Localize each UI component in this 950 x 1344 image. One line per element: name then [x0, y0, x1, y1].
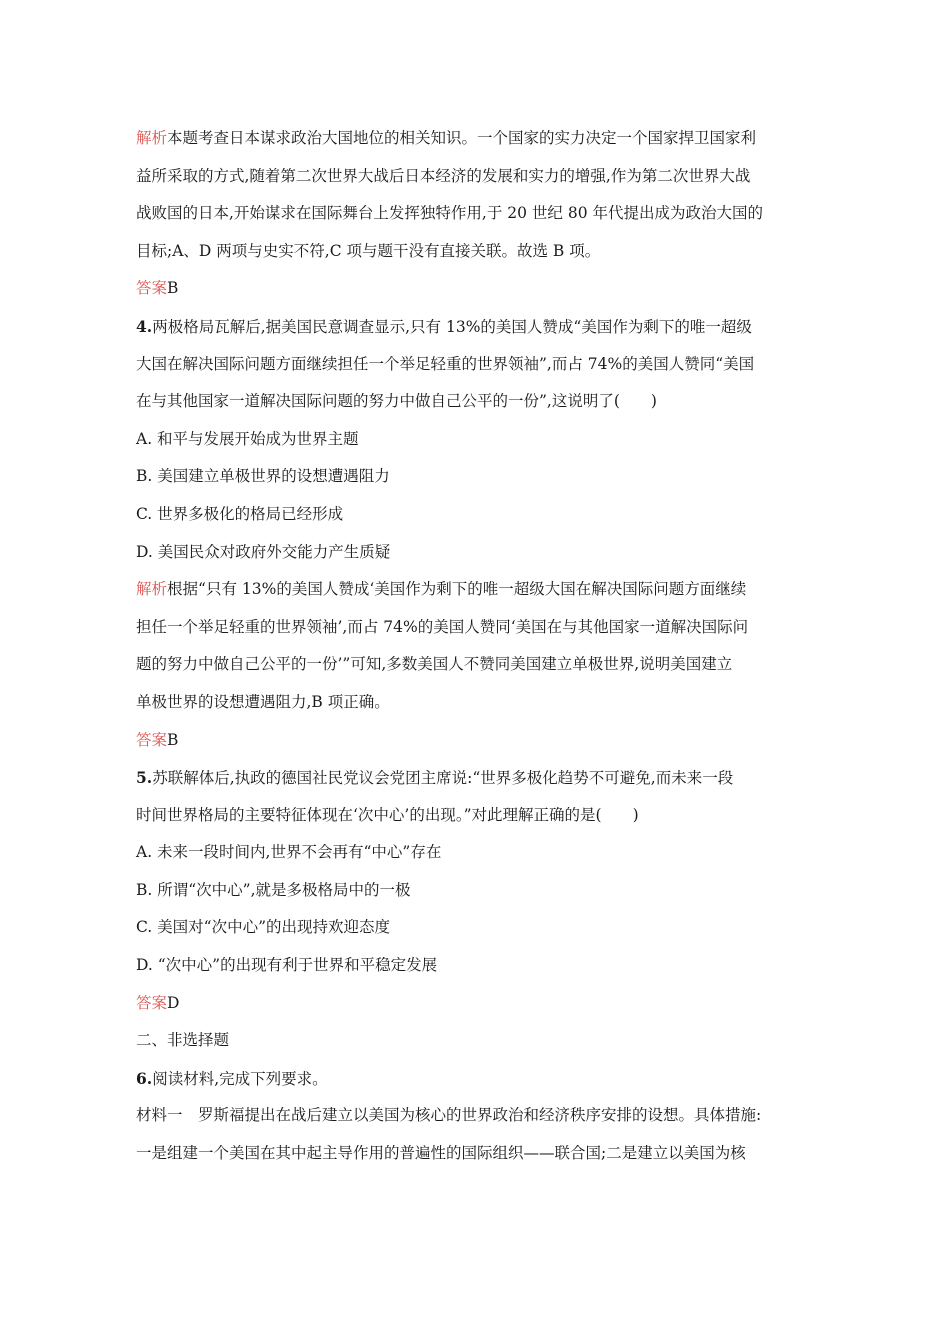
q4-number: 4. — [136, 316, 153, 336]
q3-analysis-line-2: 益所采取的方式,随着第二次世界大战后日本经济的发展和实力的增强,作为第二次世界大战 — [136, 166, 751, 185]
q5-option-c: C. 美国对“次中心”的出现持欢迎态度 — [136, 918, 391, 937]
q6-material-line-1: 材料一 罗斯福提出在战后建立以美国为核心的世界政治和经济秩序安排的设想。具体措施: — [136, 1106, 762, 1125]
q3-answer — [136, 270, 816, 308]
q5-option-a: A. 未来一段时间内,世界不会再有“中心”存在 — [136, 843, 442, 862]
q4-stem-line-3: 在与其他国家一道解决国际问题的努力中做自己公平的一份”,这说明了( ) — [136, 392, 657, 411]
q4-option-c: C. 世界多极化的格局已经形成 — [136, 504, 344, 523]
q5-answer-value: D — [167, 993, 180, 1012]
q6-number: 6. — [136, 1068, 153, 1088]
analysis-label: 解析 — [136, 129, 168, 147]
q4-stem-line-2: 大国在解决国际问题方面继续担任一个举足轻重的世界领袖”,而占 74%的美国人赞同“美国 — [136, 354, 755, 373]
q5-option-b: B. 所谓“次中心”,就是多极格局中的一极 — [136, 880, 411, 899]
q4-option-d: D. 美国民众对政府外交能力产生质疑 — [136, 542, 391, 561]
q5-option-d: D. “次中心”的出现有利于世界和平稳定发展 — [136, 956, 438, 975]
q3-answer-value: B — [167, 279, 179, 298]
answer-label: 答案 — [136, 730, 168, 749]
q4-option-b: B. 美国建立单极世界的设想遭遇阻力 — [136, 467, 390, 486]
answer-label: 答案 — [136, 279, 168, 298]
q4-stem-line-1: 4.两极格局瓦解后,据美国民意调查显示,只有 13%的美国人赞成“美国作为剩下的唯一超级 — [136, 316, 752, 336]
q6-material-line-2: 一是组建一个美国在其中起主导作用的普遍性的国际组织——联合国;二是建立以美国为核 — [136, 1144, 746, 1163]
q4-analysis-line-4: 单极世界的设想遭遇阻力,B 项正确。 — [136, 692, 390, 711]
q5-stem-line-1: 5.苏联解体后,执政的德国社民党议会党团主席说:“世界多极化趋势不可避免,而未来一段 — [136, 768, 734, 788]
section-title: 二、非选择题 — [136, 1031, 230, 1050]
q4-answer-value: B — [167, 730, 179, 749]
q4-analysis-line-1: 解析根据“只有 13%的美国人赞成‘美国作为剩下的唯一超级大国在解决国际问题方面继续 — [136, 580, 747, 599]
analysis-label: 解析 — [136, 580, 168, 599]
q5-answer — [136, 985, 816, 1023]
q5-number: 5. — [136, 768, 153, 788]
q4-analysis-line-3: 题的努力中做自己公平的一份’”可知,多数美国人不赞同美国建立单极世界,说明美国建立 — [136, 655, 733, 674]
answer-label: 答案 — [136, 993, 168, 1012]
q3-analysis-line-1: 解析本题考查日本谋求政治大国地位的相关知识。一个国家的实力决定一个国家捍卫国家利 — [136, 129, 757, 147]
q5-stem-line-2: 时间世界格局的主要特征体现在‘次中心’的出现。”对此理解正确的是( ) — [136, 805, 639, 824]
q3-analysis-line-4: 目标;A、D 两项与史实不符,C 项与题干没有直接关联。故选 B 项。 — [136, 241, 601, 260]
q4-answer — [136, 722, 816, 760]
page-content — [136, 120, 816, 1173]
q4-option-a: A. 和平与发展开始成为世界主题 — [136, 429, 359, 448]
q4-analysis-line-2: 担任一个举足轻重的世界领袖’,而占 74%的美国人赞同‘美国在与其他国家一道解决国际问 — [136, 617, 749, 636]
q6-stem: 6.阅读材料,完成下列要求。 — [136, 1068, 328, 1088]
q3-analysis-line-3: 战败国的日本,开始谋求在国际舞台上发挥独特作用,于 20 世纪 80 年代提出成为政治大国的 — [136, 204, 764, 223]
